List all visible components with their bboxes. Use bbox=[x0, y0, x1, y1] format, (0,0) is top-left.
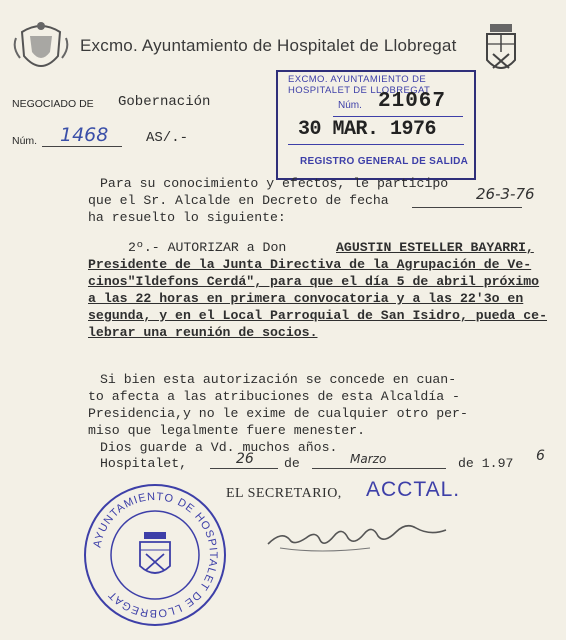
handwritten-signature bbox=[260, 510, 460, 558]
resolution-line-4: a las 22 horas en primera convocatoria y a las 22'3o en bbox=[88, 291, 524, 306]
date-month-underline bbox=[312, 468, 446, 469]
num-value: 1468 bbox=[60, 124, 109, 146]
right-crest-emblem bbox=[484, 22, 518, 78]
as-label: AS/.- bbox=[146, 130, 189, 146]
left-crest-emblem bbox=[12, 18, 70, 80]
date-month: Marzo bbox=[350, 452, 387, 466]
date-de-2: de 1.97 bbox=[458, 456, 514, 471]
date-day: 26 bbox=[236, 451, 254, 467]
seal-text: AYUNTAMIENTO DE HOSPITALET DE LLOBREGAT bbox=[91, 490, 220, 620]
closing-line-4: miso que legalmente fuere menester. bbox=[88, 423, 365, 438]
num-underline bbox=[42, 146, 122, 147]
date-de-1: de bbox=[284, 456, 300, 471]
resolution-line-2: Presidente de la Junta Directiva de la Agrupación de Ve- bbox=[88, 257, 532, 272]
stamp-footer: REGISTRO GENERAL DE SALIDA bbox=[300, 156, 469, 167]
secretario-label: EL SECRETARIO, bbox=[226, 486, 342, 501]
date-day-underline bbox=[210, 468, 278, 469]
closing-line-5: Dios guarde a Vd. muchos años. bbox=[100, 440, 338, 455]
stamp-number: 21067 bbox=[378, 90, 447, 113]
intro-line-3: ha resuelto lo siguiente: bbox=[88, 210, 286, 225]
city-council-seal bbox=[80, 480, 230, 630]
intro-line-1: Para su conocimiento y efectos, le participo bbox=[100, 176, 449, 191]
stamp-line-2: HOSPITALET DE LLOBREGAT bbox=[288, 85, 431, 96]
resolution-line-3: cinos"Ildefons Cerdá", para que el día 5 de abril próximo bbox=[88, 274, 540, 289]
intro-line-2: que el Sr. Alcalde en Decreto de fecha bbox=[88, 193, 389, 208]
stamp-date-underline bbox=[288, 144, 464, 145]
resolution-name: AGUSTIN ESTELLER BAYARRI, bbox=[336, 240, 534, 255]
resolution-line-1-prefix: 2º.- AUTORIZAR a Don bbox=[128, 240, 287, 255]
intro-date-underline bbox=[412, 207, 522, 208]
registry-stamp bbox=[276, 70, 476, 180]
negociado-label: NEGOCIADO DE bbox=[12, 98, 94, 110]
date-place: Hospitalet, bbox=[100, 456, 188, 471]
stamp-date: 30 MAR. 1976 bbox=[298, 118, 437, 141]
stamp-number-underline bbox=[333, 116, 463, 117]
resolution-line-6: lebrar una reunión de socios. bbox=[88, 325, 318, 340]
intro-date: 26-3-76 bbox=[476, 185, 535, 203]
acctal-stamp: ACCTAL. bbox=[366, 478, 461, 501]
closing-line-1: Si bien esta autorización se concede en cuan- bbox=[100, 372, 457, 387]
resolution-line-5: segunda, y en el Local Parroquial de San Isidro, pueda ce- bbox=[88, 308, 547, 323]
negociado-value: Gobernación bbox=[118, 94, 211, 110]
num-label: Núm. bbox=[12, 135, 38, 147]
date-year-digit: 6 bbox=[536, 448, 545, 464]
stamp-num-label: Núm. bbox=[338, 100, 362, 111]
closing-line-2: to afecta a las atribuciones de esta Alcaldía - bbox=[88, 389, 460, 404]
header-title: Excmo. Ayuntamiento de Hospitalet de Llobregat bbox=[80, 36, 457, 55]
closing-line-3: Presidencia,y no le exime de cualquier otro per- bbox=[88, 406, 468, 421]
stamp-line-1: EXCMO. AYUNTAMIENTO DE bbox=[288, 74, 427, 85]
